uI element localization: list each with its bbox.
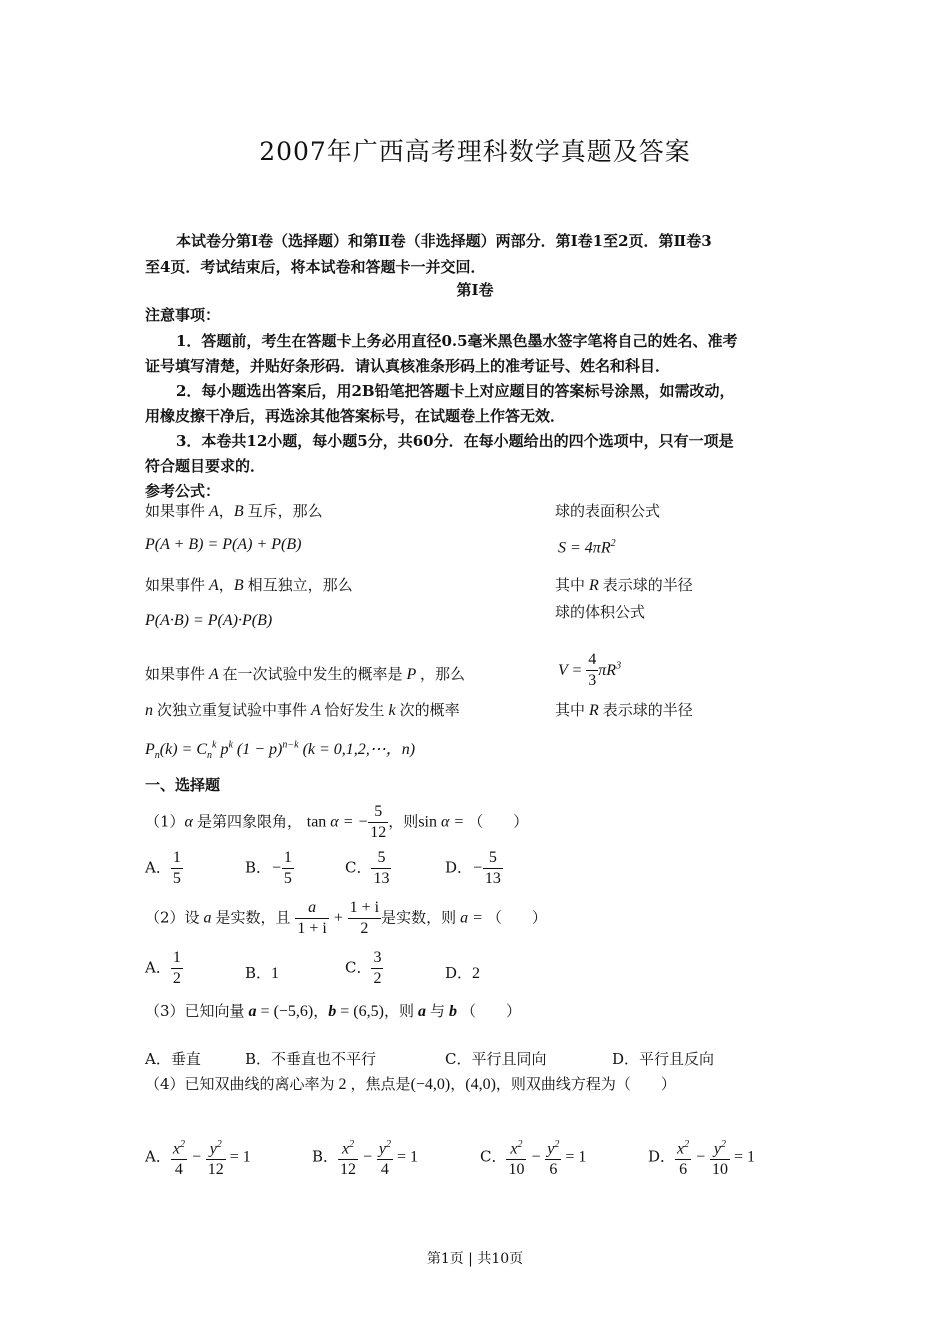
q4-option-a[interactable]: A． $\frac{x^2}{4}$ − $\frac{y^2}{12}$ = 1 — [145, 1135, 251, 1180]
q2-option-c[interactable]: C． $\frac{3}{2}$ — [345, 949, 382, 987]
sphere-volume-label: 球的体积公式 — [555, 603, 646, 621]
formula-text-mutually-exclusive: 如果事件 A，B 互斥，那么 — [145, 502, 323, 520]
page-title: 2007年广西高考理科数学真题及答案 — [259, 137, 691, 166]
notice-2-line-2: 用橡皮擦干净后，再选涂其他答案标号，在试题卷上作答无效． — [145, 407, 566, 425]
part-heading: 第Ⅰ卷 — [456, 281, 494, 299]
intro-line-1: 本试卷分第Ⅰ卷（选择题）和第Ⅱ卷（非选择题）两部分．第Ⅰ卷1至2页．第Ⅱ卷3 — [176, 232, 712, 250]
notice-heading: 注意事项： — [145, 306, 221, 324]
q3-option-b[interactable]: B．不垂直也不平行 — [245, 1050, 377, 1068]
notice-1-line-2: 证号填写清楚，并贴好条形码．请认真核准条形码上的准考证号、姓名和科目． — [145, 357, 671, 375]
notice-3-line-2: 符合题目要求的． — [145, 457, 266, 475]
reference-heading: 参考公式： — [145, 482, 221, 500]
question-1: （1）α 是第四象限角， tan α = − $\frac{5}{12}$ ，则sin α = （ ） — [145, 803, 529, 841]
q4-option-b[interactable]: B． $\frac{x^2}{12}$ − $\frac{y^2}{4}$ = 1 — [312, 1135, 418, 1180]
intro-line-2: 至4页．考试结束后，将本试卷和答题卡一并交回． — [145, 258, 486, 276]
q2-option-d[interactable]: D．2 — [445, 964, 481, 982]
q2-option-a[interactable]: A． $\frac{1}{2}$ — [145, 949, 181, 987]
q2-option-b[interactable]: B．1 — [245, 964, 280, 982]
formula-text-independent: 如果事件 A，B 相互独立，那么 — [145, 576, 353, 594]
q1-option-d[interactable]: D．− $\frac{5}{13}$ — [445, 849, 501, 887]
formula-addition: P(A + B) = P(A) + P(B) — [145, 536, 302, 553]
notice-2-line-1: 2．每小题选出答案后，用2B铅笔把答题卡上对应题目的答案标号涂黑，如需改动， — [176, 382, 735, 400]
q1-option-a[interactable]: A． $\frac{1}{5}$ — [145, 849, 181, 887]
q1-option-c[interactable]: C． $\frac{5}{13}$ — [345, 849, 390, 887]
sphere-area-label: 球的表面积公式 — [555, 502, 661, 520]
formula-text-probability: 如果事件 A 在一次试验中发生的概率是 P ，那么 — [145, 665, 466, 683]
sphere-radius-note-1: 其中 R 表示球的半径 — [555, 576, 693, 594]
formula-multiplication: P(A·B) = P(A)·P(B) — [145, 612, 273, 629]
notice-3-line-1: 3．本卷共12小题，每小题5分，共60分．在每小题给出的四个选项中，只有一项是 — [176, 432, 734, 450]
sphere-radius-note-2: 其中 R 表示球的半径 — [555, 701, 693, 719]
question-4: （4）已知双曲线的离心率为 2 ，焦点是(−4,0)，(4,0)，则双曲线方程为（ ） — [145, 1075, 676, 1093]
notice-1-line-1: 1．答题前，考生在答题卡上务必用直径0.5毫米黑色墨水签字笔将自己的姓名、准考 — [176, 332, 738, 350]
q4-option-c[interactable]: C． $\frac{x^2}{10}$ − $\frac{y^2}{6}$ = 1 — [480, 1135, 586, 1180]
formula-text-repeated: n 次独立重复试验中事件 A 恰好发生 k 次的概率 — [145, 701, 460, 719]
q1-option-b[interactable]: B．− $\frac{1}{5}$ — [245, 849, 292, 887]
page-footer: 第1页 | 共10页 — [426, 1251, 524, 1267]
formula-binomial: $P_n(k) = C_n^k$ $p^k$ $(1 - p)^{n-k}$ (k = 0,1,2,⋯，n) — [145, 739, 416, 762]
sphere-area-formula: $S = 4\pi R^2$ — [558, 538, 616, 557]
q3-option-c[interactable]: C．平行且同向 — [445, 1050, 547, 1068]
section-choice-heading: 一、选择题 — [145, 776, 221, 794]
question-3: （3）已知向量 a = (−5,6)，b = (6,5)，则 a 与 b （ ） — [145, 1002, 521, 1020]
q3-option-a[interactable]: A．垂直 — [145, 1050, 201, 1068]
question-2: （2）设 a 是实数，且 $\frac{a}{1 + i}$ + $\frac{1 + i}{2}$ 是实数，则 a = （ ） — [145, 899, 547, 937]
q3-option-d[interactable]: D．平行且反向 — [612, 1050, 715, 1068]
q4-option-d[interactable]: D． $\frac{x^2}{6}$ − $\frac{y^2}{10}$ = 1 — [648, 1135, 755, 1180]
sphere-volume-formula: V = $\frac{4}{3}$ $\pi R^3$ — [558, 651, 622, 689]
